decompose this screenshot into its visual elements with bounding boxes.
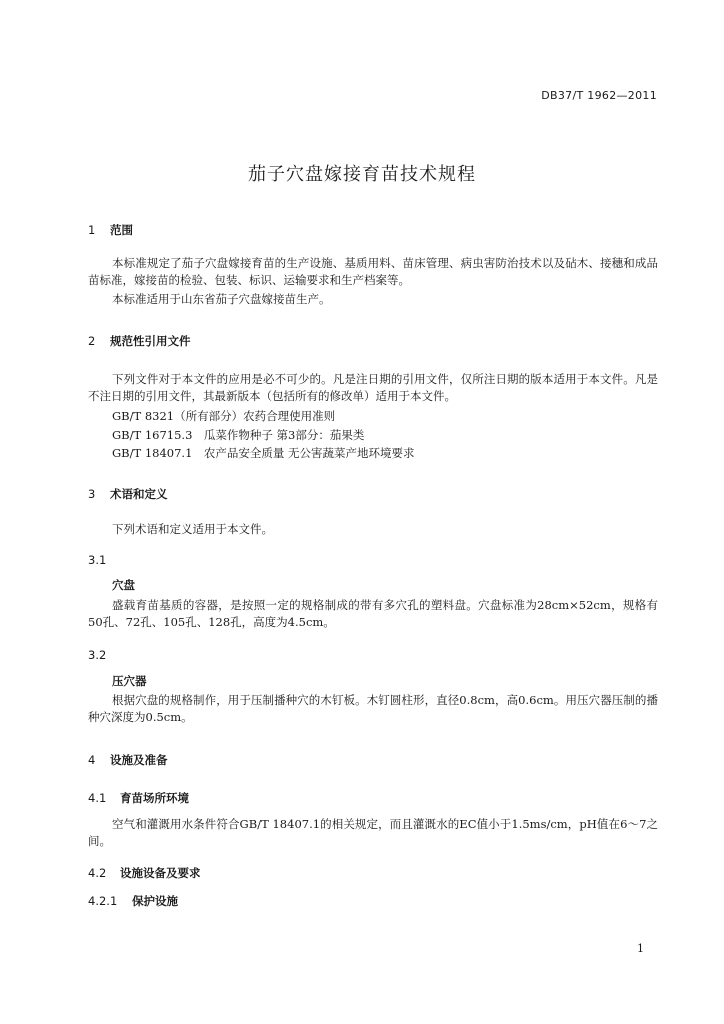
subsection-heading: [88, 865, 201, 881]
reference-item: GB/T 8321（所有部分）农药合理使用准则: [112, 409, 336, 423]
term-definition: 根据穴盘的规格制作，用于压制播种穴的木钉板。木钉圆柱形，直径0.8cm，高0.6cm。用压穴器压制的播种穴深度为0.5cm。: [88, 693, 658, 724]
subsection-number: 4.2.1: [88, 894, 118, 908]
subsection-title: 育苗场所环境: [120, 791, 189, 805]
subsection-number: 4.2: [88, 866, 107, 880]
paragraph: 本标准规定了茄子穴盘嫁接育苗的生产设施、基质用料、苗床管理、病虫害防治技术以及砧木、接穗和成品苗标准，嫁接苗的检验、包装、标识、运输要求和生产档案等。: [88, 256, 658, 287]
paragraph: 下列文件对于本文件的应用是必不可少的。凡是注日期的引用文件，仅所注日期的版本适用于本文件。凡是不注日期的引用文件，其最新版本（包括所有的修改单）适用于本文件。: [88, 372, 658, 403]
section-title: 规范性引用文件: [110, 334, 191, 348]
page-number: 1: [637, 942, 644, 955]
section-number: 2: [88, 334, 96, 348]
section-title: 范围: [110, 223, 133, 237]
paragraph: 空气和灌溉用水条件符合GB/T 18407.1的相关规定，而且灌溉水的EC值小于1.5ms/cm，pH值在6～7之间。: [88, 817, 658, 848]
paragraph: 本标准适用于山东省茄子穴盘嫁接苗生产。: [112, 292, 331, 306]
reference-item: GB/T 18407.1 农产品安全质量 无公害蔬菜产地环境要求: [112, 446, 415, 460]
section-number: 4: [88, 753, 96, 767]
term-name: 穴盘: [112, 578, 135, 592]
subsection-number: 4.1: [88, 791, 107, 805]
section-number: 1: [88, 223, 96, 237]
section-title: 设施及准备: [110, 753, 168, 767]
term-name: 压穴器: [112, 674, 147, 688]
term-number: 3.1: [88, 553, 107, 567]
standard-code: DB37/T 1962—2011: [541, 89, 657, 102]
subsection-title: 保护设施: [132, 894, 178, 908]
section-title: 术语和定义: [110, 487, 168, 501]
section-heading: [88, 333, 191, 349]
term-number: 3.2: [88, 648, 107, 662]
paragraph: 下列术语和定义适用于本文件。: [112, 522, 273, 536]
section-heading: [88, 752, 168, 768]
reference-item: GB/T 16715.3 瓜菜作物种子 第3部分：茄果类: [112, 428, 365, 442]
subsection-title: 设施设备及要求: [120, 866, 201, 880]
subsection-heading: [88, 893, 178, 909]
document-title: 茄子穴盘嫁接育苗技术规程: [248, 164, 476, 185]
subsection-heading: [88, 790, 189, 806]
section-heading: [88, 486, 168, 502]
section-number: 3: [88, 487, 96, 501]
section-heading: [88, 222, 133, 238]
term-definition: 盛载育苗基质的容器，是按照一定的规格制成的带有多穴孔的塑料盘。穴盘标准为28cm×52cm，规格有50孔、72孔、105孔、128孔，高度为4.5cm。: [88, 598, 658, 629]
